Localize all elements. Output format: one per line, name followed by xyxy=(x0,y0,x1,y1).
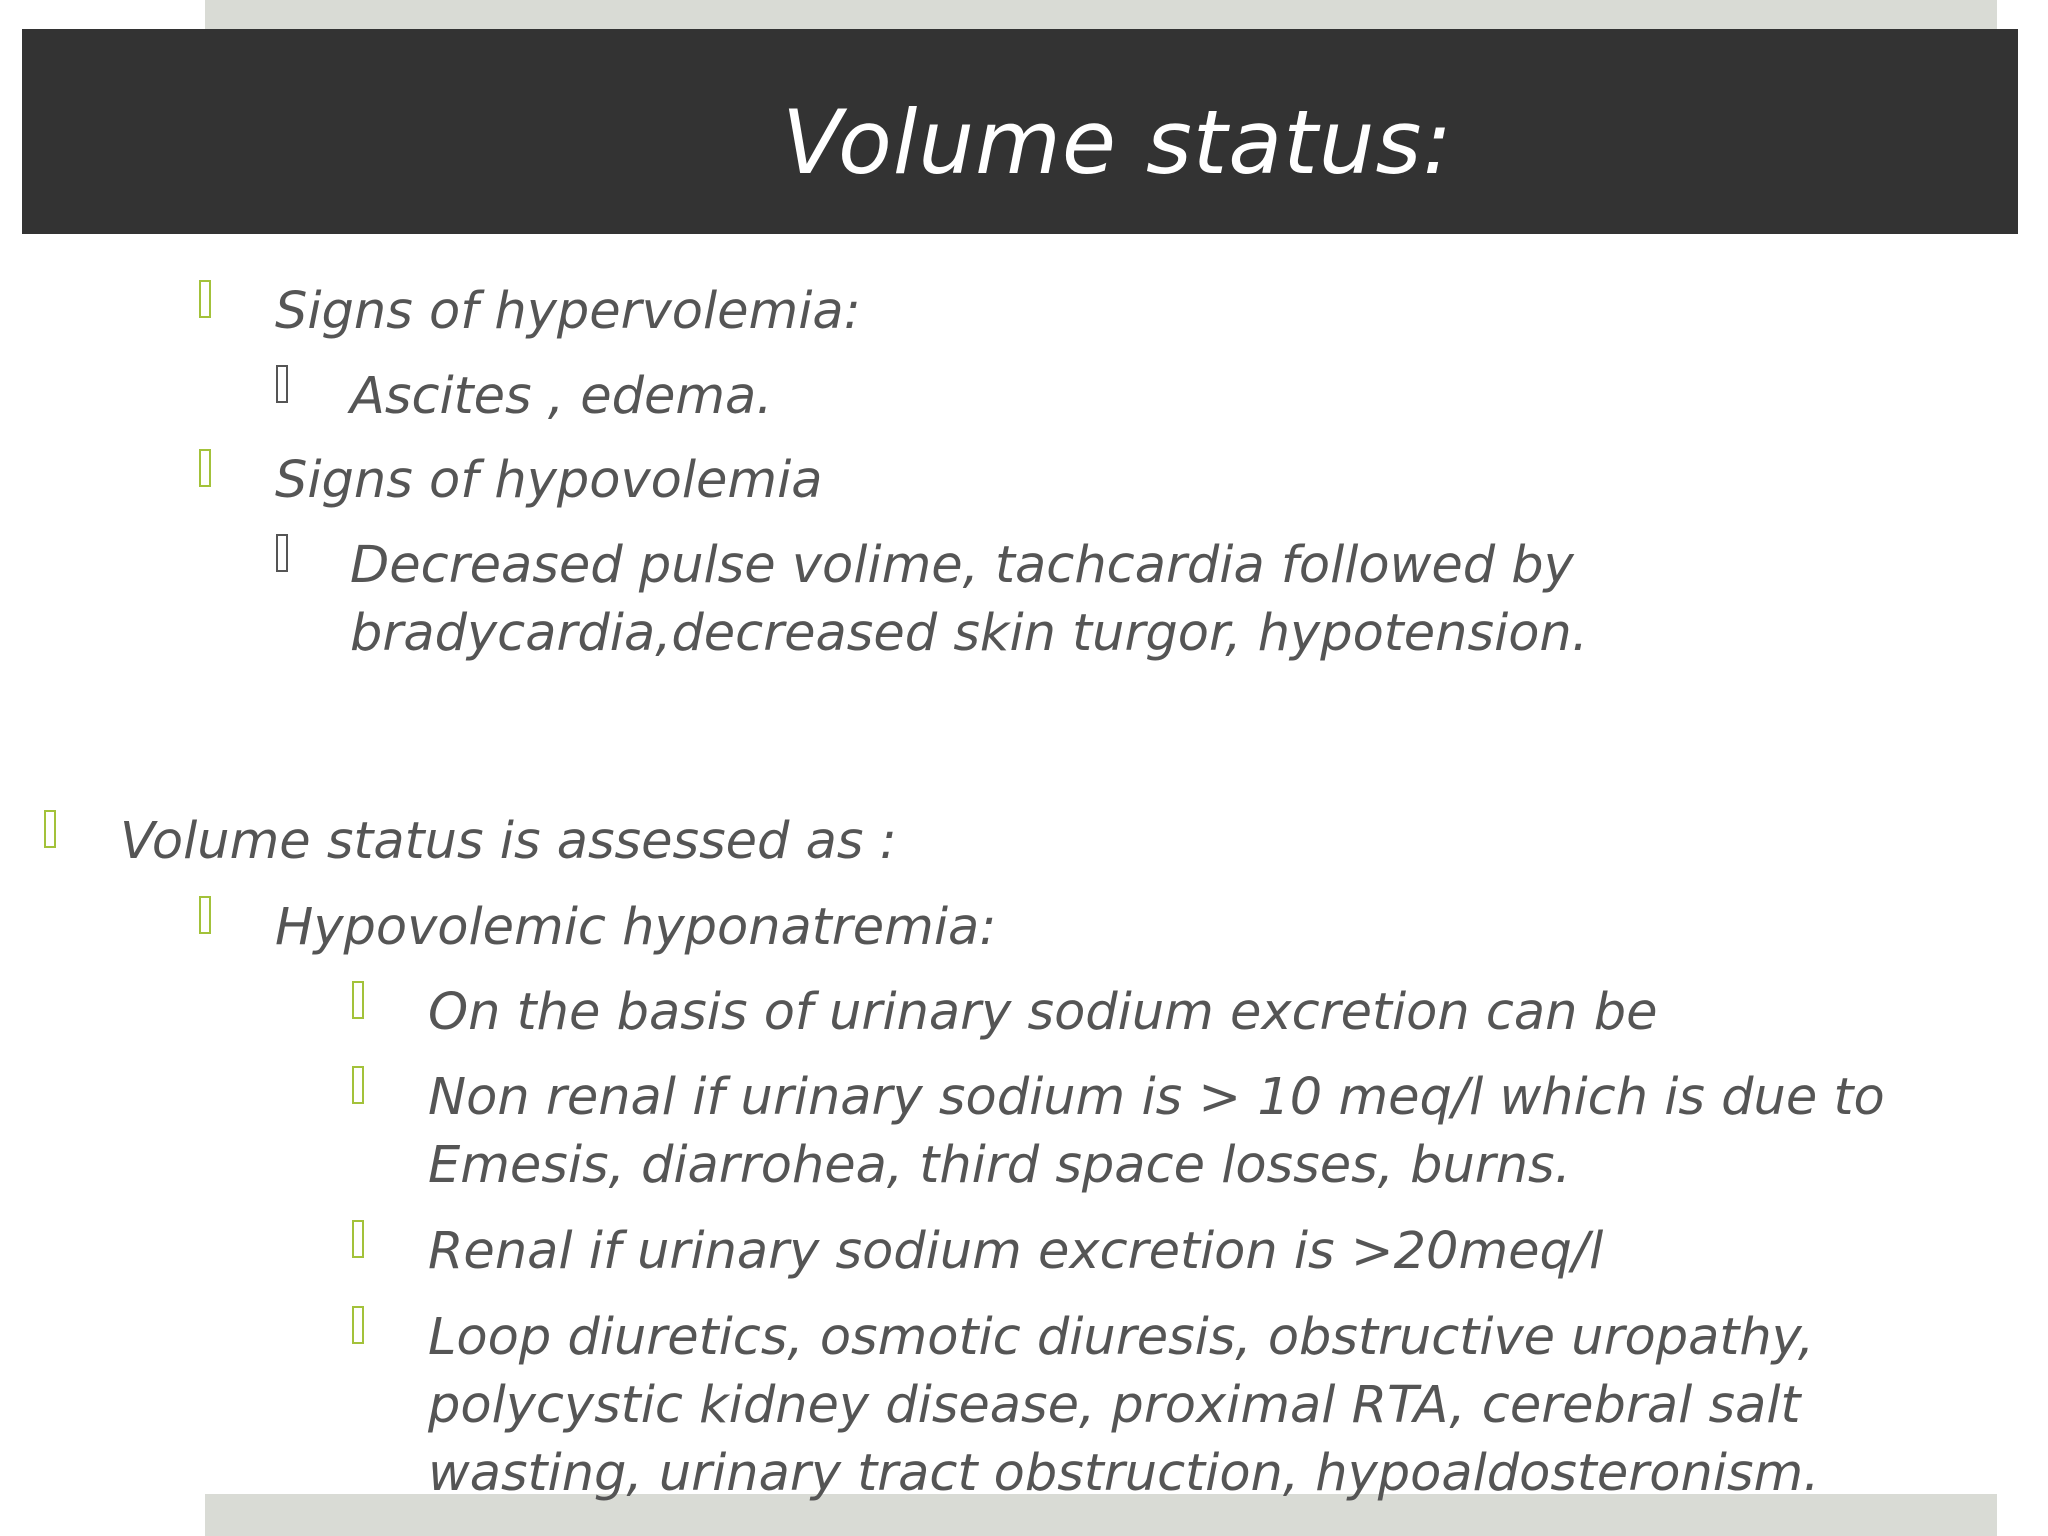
bullet-marker-icon xyxy=(276,365,288,403)
bullet-text-line-3: wasting, urinary tract obstruction, hypoaldosteronism. xyxy=(428,1444,1820,1503)
bullet-text-line-1: Decreased pulse volime, tachcardia followed by xyxy=(350,536,1574,595)
bullet-marker-icon xyxy=(352,1066,364,1104)
bullet-signs-hypervolemia xyxy=(275,278,861,346)
bullet-marker-icon xyxy=(199,449,211,487)
bullet-urinary-basis xyxy=(428,979,1657,1047)
bullet-decreased-pulse xyxy=(350,532,1588,668)
bullet-marker-icon xyxy=(352,981,364,1019)
bullet-text-line-2: polycystic kidney disease, proximal RTA, cerebral salt xyxy=(428,1376,1801,1435)
bullet-ascites-edema xyxy=(350,363,773,431)
bullet-text: Volume status is assessed as : xyxy=(120,812,897,871)
bullet-loop-diuretics xyxy=(428,1304,1819,1508)
bullet-text: Signs of hypovolemia xyxy=(275,451,823,510)
bullet-marker-icon xyxy=(44,810,56,848)
bullet-hypovolemic-hyponatremia xyxy=(275,894,996,962)
bullet-volume-assessed xyxy=(120,808,897,876)
bullet-text: Ascites , edema. xyxy=(350,367,773,426)
slide-title: Volume status: xyxy=(782,91,1453,194)
bullet-text-line-1: Loop diuretics, osmotic diuresis, obstructive uropathy, xyxy=(428,1308,1815,1367)
bullet-text: Hypovolemic hyponatremia: xyxy=(275,898,997,957)
bullet-text: Renal if urinary sodium excretion is >20meq/l xyxy=(428,1222,1604,1281)
bullet-text: On the basis of urinary sodium excretion can be xyxy=(428,983,1658,1042)
bullet-text-line-1: Non renal if urinary sodium is > 10 meq/l which is due to xyxy=(428,1068,1885,1127)
bullet-renal xyxy=(428,1218,1603,1286)
bullet-marker-icon xyxy=(352,1220,364,1258)
bullet-signs-hypovolemia xyxy=(275,447,823,515)
bullet-text: Signs of hypervolemia: xyxy=(275,282,861,341)
bullet-text-line-2: bradycardia,decreased skin turgor, hypotension. xyxy=(350,604,1588,663)
bullet-marker-icon xyxy=(352,1306,364,1344)
bullet-marker-icon xyxy=(199,280,211,318)
bullet-text-line-2: Emesis, diarrohea, third space losses, burns. xyxy=(428,1136,1571,1195)
bullet-marker-icon xyxy=(276,534,288,572)
bullet-marker-icon xyxy=(199,896,211,934)
bullet-non-renal xyxy=(428,1064,1885,1200)
